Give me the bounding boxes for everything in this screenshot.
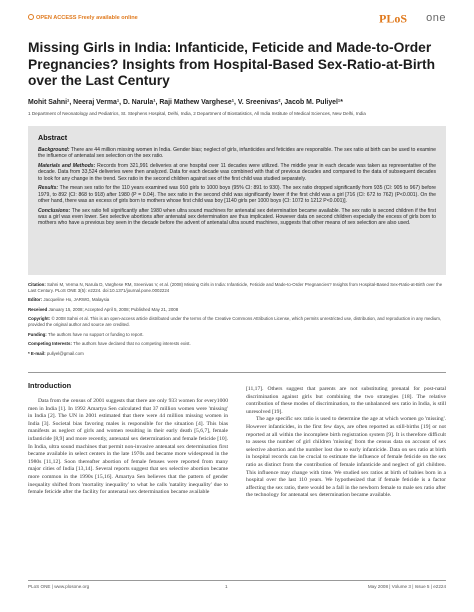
- journal-header: [28, 8, 446, 28]
- abstract-methods: Materials and Methods: Records from 321,991 deliveries at one hospital over 11 decades were utilized. The middle year in each decade was taken as representative of the decade. Data from 33,524 deliveries were then analyzed. Data for each decade was combined with that of previous decades and compared to the data of subsequent decades to look for any change in the trend. Sex ratio in the second children against sex of the first child was studied separately.: [38, 163, 437, 182]
- editor-line: Editor: Jacqueline Ho, JARWG, Malaysia: [28, 297, 110, 303]
- dates-line: Received January 15, 2008; Accepted April 5, 2008; Published May 21, 2008: [28, 306, 179, 312]
- citation-line: Citation: Sahni M, Verma N, Narula D, Varghese RM, Sreenivas V, et al. (2008) Missing Girls in India: Infanticide, Feticide and Made-to-Order Pregnancies? Insights from Hospital-Based Sex-Ratio-at-Birth over the Last Century. PLoS ONE 3(5): e2224. doi:10.1371/journal.pone.0002224: [28, 282, 443, 293]
- body-paragraph: Data from the census of 2001 suggests that there are only 933 women for every1000 men in India [1]. In 1992 Amartya Sen calculated that 37 million women were 'missing' in India [2]. The UN in 2001 estimated that there were 44 million missing women in India [3]. Societal bias favoring males is responsible for the situation [4]. This bias manifests as neglect of girls and women resulting in their early death [5,6,7], female infanticide [8,9] and more recently, antenatal sex determination and female feticide [10]. In India, ultra sound machines that permit non-invasive antenatal sex determination first became available in select centers in the late 1970s and became more widespread in the 1980s [11,12]. Soon thereafter abortion of female fetuses were reported from many major cities of India [13,14]. Several reports suggest that sex selective abortion became more common in the 1990s [15,16]. Amartya Sen believes that the pattern of gender inequality shifted from 'mortality inequality' to what he calls 'natality inequality' due to female feticide after the facility for antenatal sex determination became available: [28, 398, 228, 496]
- competing-interests-line: Competing Interests: The authors have declared that no competing interests exist.: [28, 341, 191, 347]
- article-metadata: [28, 282, 446, 360]
- funding-line: Funding: The authors have no support or funding to report.: [28, 331, 144, 337]
- journal-logo: [379, 8, 446, 28]
- article-title: Missing Girls in India: Infanticide, Feticide and Made-to-Order Pregnancies? Insights from Hospital-Based Sex-Ratio-at-Birth over the Last Century: [28, 40, 436, 88]
- page-number: 1: [225, 584, 228, 589]
- open-access-lock-icon: [28, 14, 34, 20]
- body-paragraph: The age specific sex ratio is used to determine the age at which women go 'missing'. However infanticides, in the first few days, are often reported as still-births [19] or not reported at all within the incomplete birth registration system [9]. It is therefore difficult to assess the number of girl children 'missing' from the census data on account of sex selective abortion and the number lost due to early infanticide. Data on sex ratio at birth in hospital records can be crucial to estimate the influence of female feticide on the sex ratio as distinct from the contribution of female infanticide and neglect of girl children. This influence may change with time. We studied sex ratios at birth of babies born in a hospital over the last 110 years. We hypothesized that if female feticide is a factor affecting the sex ratio, there would be a fall in the newborn female to male sex ratio after the technology for antenatal sex determination became available.: [246, 416, 446, 499]
- footer-issue: May 2008 | Volume 3 | Issue 5 | e2224: [367, 584, 446, 589]
- page-footer: [28, 584, 446, 594]
- author-list: Mohit Sahni¹, Neeraj Verma¹, D. Narula¹, Raji Mathew Varghese¹, V. Sreenivas², Jacob M. Puliyel¹*: [28, 99, 343, 106]
- body-paragraph: [11,17]. Others suggest that parents are not substituting prenatal for post-natal discrimination against girls but combining the two strategies [18]. The relative contribution of these modes of discrimination, to the unbalanced sex ratio in India, is still unresolved [19].: [246, 386, 446, 415]
- abstract-conclusions: Conclusions: The sex ratio fell significantly after 1980 when ultra sound machines for antenatal sex determination became available. The sex ratio is second children if the first was a girl was even lower. Sex selective abortions after antenatal sex determination are thus implicated. However data on second children especially the excess of girls born to mothers who have a previous boy seen in the decade before the advent of antenatal ultra sound machines, suggests that other means of sex selection are also used.: [38, 207, 436, 227]
- copyright-line: Copyright: © 2008 Sahni et al. This is an open-access article distributed under the terms of the Creative Commons Attribution License, which permits unrestricted use, distribution, and reproduction in any medium, provided the original author and source are credited.: [28, 316, 442, 327]
- footer-divider: [28, 580, 446, 581]
- svg-text:PLoS: PLoS: [379, 12, 408, 24]
- introduction-heading: Introduction: [28, 381, 72, 390]
- plos-logo-icon: [379, 12, 425, 24]
- body-column-right: [246, 386, 446, 500]
- abstract-heading: Abstract: [38, 133, 68, 142]
- author-affiliations: 1 Department of Neonatology and Pediatrics, St. Stephens Hospital, Delhi, India, 2 Department of Biostatistics, All India Institute of Medical Sciences, New Delhi, India: [28, 111, 366, 116]
- abstract-background: Background: There are 44 million missing women in India. Gender bias; neglect of girls, infanticides and feticides are responsible. The sex ratio at birth can be used to examine the influence of antenatal sex selection on the sex ratio.: [38, 147, 436, 160]
- body-column-left: [28, 381, 228, 497]
- journal-logo-suffix: one: [426, 12, 446, 24]
- section-divider: [28, 372, 446, 373]
- footer-journal: PLoS ONE | www.plosone.org: [28, 584, 90, 589]
- open-access-badge: OPEN ACCESS Freely available online: [28, 14, 138, 21]
- abstract-box: [28, 126, 446, 275]
- email-line: * E-mail: puliyel@gmail.com: [28, 350, 84, 356]
- abstract-results: Results: The mean sex ratio for the 110 years examined was 910 girls to 1000 boys (95% CI: 891 to 930). The sex ratio dropped significantly from 935 (CI: 905 to 967) before 1979, to 892 (CI: 868 to 918) after 1980 (P = 0.04). The sex ratio in the second child was significantly lower if the first child was a girl [716 (CI: 672 to 762) (P<0.001). On the other hand, there was an excess of girls born to mothers whose first child was boy [1140 girls per 1000 boys (CI: 1072 to 1212 P<0.001)].: [38, 185, 436, 205]
